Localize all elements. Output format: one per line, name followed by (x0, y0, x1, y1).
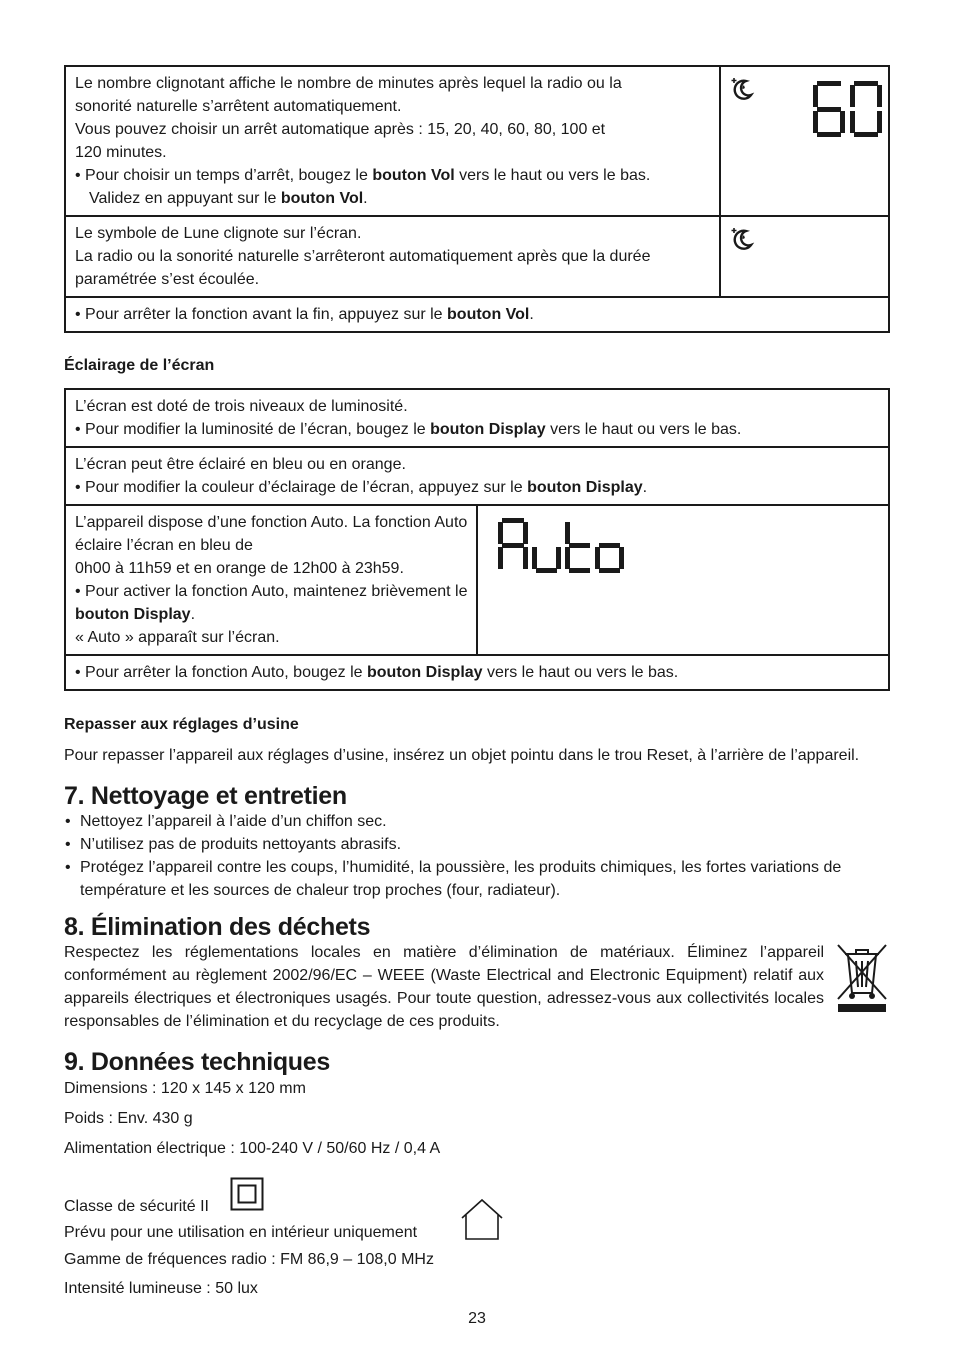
text-line: L’appareil dispose d’une fonction Auto. La fonction Auto éclaire l’écran en bleu de (75, 514, 468, 554)
section-9-heading: 9. Données techniques (64, 1048, 330, 1076)
list-item: • N’utilisez pas de produits nettoyants abrasifs. (64, 833, 890, 856)
section-8-heading: 8. Élimination des déchets (64, 913, 371, 941)
spec-luminous: Intensité lumineuse : 50 lux (64, 1280, 258, 1297)
list-item: • Nettoyez l’appareil à l’aide d’un chiffon sec. (64, 810, 890, 833)
bullet-line (75, 418, 880, 441)
bullet-text: vers le haut ou vers le bas. (454, 167, 651, 184)
section-8-body (64, 941, 890, 1033)
text-line: 0h00 à 11h59 et en orange de 12h00 à 23h59. (75, 560, 404, 577)
text-line: L’écran peut être éclairé en bleu ou en orange. (75, 456, 406, 473)
sleep-row-1-display (720, 66, 889, 216)
lighting-row-3-display (477, 505, 889, 655)
bullet-text: • Pour choisir un temps d’arrêt, bougez le (75, 167, 373, 184)
bullet-text: vers le haut ou vers le bas. (482, 664, 679, 681)
section-8-text: Respectez les réglementations locales en matière d’élimination de matériaux. Éliminez l’appareil conformément au règlement 2002/96/EC – WEEE (Waste Electrical and Electronic Equipment) relatif aux appareils électriques et électroniques usagés. Pour toute question, adressez-vous aux collectivités locales responsables de l’élimination et du recyclage de ces produits. (64, 944, 824, 1030)
text-line: 120 minutes. (75, 144, 167, 161)
bullet-text: Validez en appuyant sur le (89, 190, 281, 207)
sleep-row-2 (65, 216, 889, 297)
page-content (64, 64, 890, 1300)
button-name: bouton Display (527, 479, 643, 496)
spec-safety-class: Classe de sécurité II (64, 1198, 209, 1215)
sleep-row-2-text (65, 216, 720, 297)
bullet-text: . (190, 606, 196, 623)
bullet-line (75, 303, 880, 326)
bullet-continuation (75, 187, 711, 210)
crossed-out-bin-icon (834, 941, 890, 1015)
spec-indoor: Prévu pour une utilisation en intérieur uniquement (64, 1224, 418, 1241)
page-number: 23 (468, 1310, 486, 1327)
spec-dimensions: Dimensions : 120 x 145 x 120 mm (64, 1080, 306, 1097)
button-name: bouton Vol (280, 190, 364, 207)
text-line: Le symbole de Lune clignote sur l’écran. (75, 225, 362, 242)
button-name: bouton Vol (372, 167, 455, 184)
text-line: La radio ou la sonorité naturelle s’arrêteront automatiquement après que la durée (75, 248, 651, 265)
bullet-line (75, 661, 880, 684)
text-line: « Auto » apparaît sur l’écran. (75, 629, 280, 646)
bullet-text: • Pour modifier la couleur d’éclairage de l’écran, appuyez sur le (75, 479, 528, 496)
sleep-row-3-text (65, 297, 889, 332)
text-line: sonorité naturelle s’arrêtent automatiquement. (75, 98, 402, 115)
sleep-row-1 (65, 66, 889, 216)
reset-text: Pour repasser l’appareil aux réglages d’usine, insérez un objet pointu dans le trou Reset, à l’arrière de l’appareil. (64, 747, 860, 764)
text-line: Le nombre clignotant affiche le nombre de minutes après lequel la radio ou la (75, 75, 622, 92)
lcd-minutes-display (813, 81, 883, 139)
lighting-row-4 (65, 655, 889, 690)
sleep-row-2-display (720, 216, 889, 297)
bullet-line (75, 580, 468, 626)
reset-heading: Repasser aux réglages d’usine (64, 716, 299, 733)
moon-star-icon (729, 225, 755, 251)
lighting-row-4-text (65, 655, 889, 690)
spec-weight: Poids : Env. 430 g (64, 1110, 193, 1127)
bullet-text: • Pour activer la fonction Auto, maintenez brièvement le (75, 583, 468, 600)
bullet-text: • Pour arrêter la fonction Auto, bougez le (75, 664, 367, 681)
spec-frequency: Gamme de fréquences radio : FM 86,9 – 108,0 MHz (64, 1251, 434, 1268)
lighting-row-3-text (65, 505, 477, 655)
bullet-text: . (642, 479, 648, 496)
bullet-line (75, 476, 880, 499)
sleep-row-3 (65, 297, 889, 332)
lighting-row-2 (65, 447, 889, 505)
sleep-row-1-text (65, 66, 720, 216)
bullet-text: . (363, 190, 368, 207)
moon-star-icon (729, 75, 755, 101)
house-icon (460, 1197, 504, 1241)
list-item: • Protégez l’appareil contre les coups, l’humidité, la poussière, les produits chimiques, les fortes variations de température et les sources de chaleur trop proches (four, radiateur). (64, 856, 890, 902)
sleep-timer-table (64, 65, 890, 333)
button-name: bouton Display (430, 421, 546, 438)
lighting-row-3 (65, 505, 889, 655)
spec-indoor-row (64, 1217, 890, 1247)
lighting-heading: Éclairage de l’écran (64, 357, 215, 374)
section-7-list (64, 810, 890, 902)
button-name: bouton Display (75, 606, 191, 623)
lighting-row-2-text (65, 447, 889, 505)
section-7-heading: 7. Nettoyage et entretien (64, 782, 347, 810)
lighting-row-1 (65, 389, 889, 447)
bullet-line (75, 164, 711, 187)
bullet-text: • Pour arrêter la fonction avant la fin, appuyez sur le (75, 306, 448, 323)
bullet-text: • Pour modifier la luminosité de l’écran, bougez le (75, 421, 431, 438)
button-name: bouton Vol (447, 306, 530, 323)
spec-power: Alimentation électrique : 100-240 V / 50/60 Hz / 0,4 A (64, 1140, 441, 1157)
text-line: paramétrée s’est écoulée. (75, 271, 260, 288)
button-name: bouton Display (367, 664, 483, 681)
bullet-text: vers le haut ou vers le bas. (545, 421, 742, 438)
double-square-icon (230, 1177, 264, 1211)
lighting-row-1-text (65, 389, 889, 447)
text-line: Vous pouvez choisir un arrêt automatique après : 15, 20, 40, 60, 80, 100 et (75, 121, 606, 138)
bullet-text: . (529, 306, 534, 323)
text-line: L’écran est doté de trois niveaux de luminosité. (75, 398, 408, 415)
lcd-auto-display (498, 518, 624, 574)
lighting-table (64, 388, 890, 691)
